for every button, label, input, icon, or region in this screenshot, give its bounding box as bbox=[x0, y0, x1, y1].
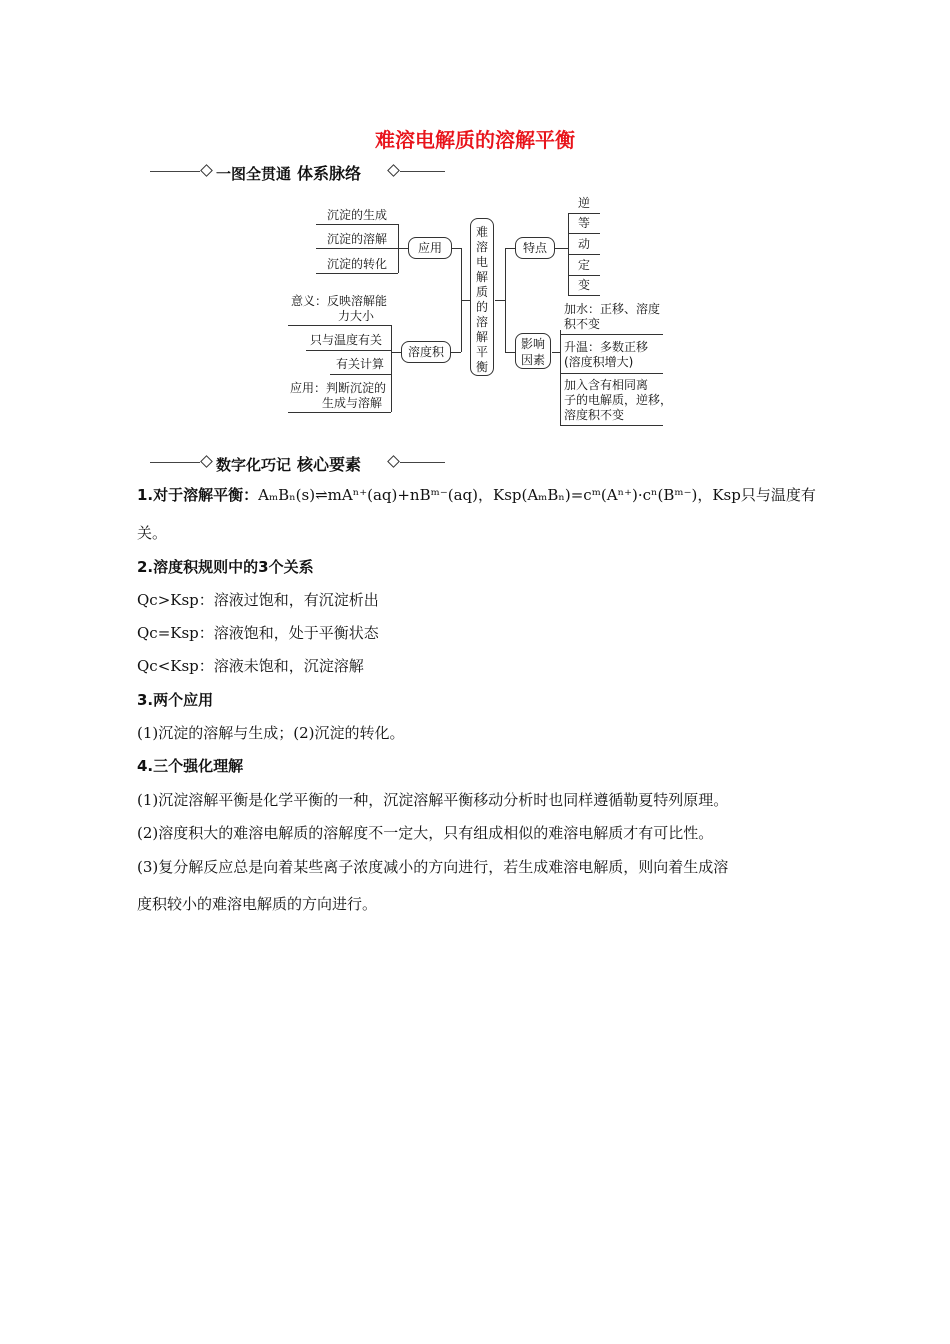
diamond-icon bbox=[200, 455, 213, 468]
line: Qc>Ksp：溶液过饱和，有沉淀析出 bbox=[137, 591, 379, 609]
mindmap-center-node: 难溶电解质的溶解平衡 bbox=[470, 218, 494, 376]
divider bbox=[400, 462, 445, 463]
mindmap-item: 沉淀的转化 bbox=[327, 257, 388, 271]
item-label: 1.对于溶解平衡： bbox=[137, 486, 259, 504]
mindmap-item: 只与温度有关 bbox=[310, 333, 383, 347]
mindmap-item: 变 bbox=[578, 278, 591, 292]
heading-2: 2.溶度积规则中的3个关系 bbox=[137, 558, 314, 576]
mindmap-item: 升温：多数正移 bbox=[564, 340, 649, 354]
mindmap-node-rongduji: 溶度积 bbox=[401, 341, 451, 363]
divider bbox=[400, 171, 445, 172]
mindmap-item: 溶度积不变 bbox=[564, 408, 625, 422]
line: Qc=Ksp：溶液饱和，处于平衡状态 bbox=[137, 624, 379, 642]
mindmap-node-yingyong: 应用 bbox=[408, 237, 452, 259]
mindmap-item: 沉淀的生成 bbox=[327, 208, 388, 222]
mindmap-item: (溶度积增大) bbox=[564, 355, 634, 369]
mindmap-item: 有关计算 bbox=[336, 357, 385, 371]
diamond-icon bbox=[200, 164, 213, 177]
heading-4: 4.三个强化理解 bbox=[137, 757, 244, 775]
mindmap-item: 逆 bbox=[578, 196, 591, 210]
mindmap-item: 积不变 bbox=[564, 317, 601, 331]
mindmap-item: 加入含有相同离 bbox=[564, 378, 649, 392]
line: (3)复分解反应总是向着某些离子浓度减小的方向进行，若生成难溶电解质，则向着生成溶 bbox=[137, 858, 729, 876]
mindmap-item: 定 bbox=[578, 258, 591, 272]
section-label-right: 核心要素 bbox=[297, 455, 362, 474]
section-header-system bbox=[150, 160, 450, 184]
paragraph-1-cont: 关。 bbox=[137, 524, 168, 542]
mindmap-item: 生成与溶解 bbox=[322, 396, 383, 410]
mindmap-item: 子的电解质，逆移， bbox=[564, 393, 673, 407]
section-label-left: 数字化巧记 bbox=[216, 456, 292, 474]
divider bbox=[150, 171, 200, 172]
diamond-icon bbox=[387, 164, 400, 177]
line: (1)沉淀溶解平衡是化学平衡的一种，沉淀溶解平衡移动分析时也同样遵循勒夏特列原理。 bbox=[137, 791, 729, 809]
diamond-icon bbox=[387, 455, 400, 468]
mindmap-item: 应用：判断沉淀的 bbox=[290, 381, 387, 395]
line: Qc<Ksp：溶液未饱和，沉淀溶解 bbox=[137, 657, 364, 675]
line: (2)溶度积大的难溶电解质的溶解度不一定大，只有组成相似的难溶电解质才有可比性。 bbox=[137, 824, 714, 842]
mindmap-item: 力大小 bbox=[338, 309, 375, 323]
mindmap-item: 意义：反映溶解能 bbox=[291, 294, 388, 308]
equation: AₘBₙ(s)⇌mAⁿ⁺(aq)+nBᵐ⁻(aq)，Ksp(AₘBₙ)=cᵐ(Aⁿ⁺)·cⁿ(Bᵐ⁻)，Ksp只与温度有 bbox=[258, 486, 816, 504]
mindmap-item: 沉淀的溶解 bbox=[327, 232, 388, 246]
mindmap-item: 加水：正移、溶度 bbox=[564, 302, 661, 316]
mindmap-item: 等 bbox=[578, 216, 591, 230]
page-title: 难溶电解质的溶解平衡 bbox=[375, 128, 575, 152]
section-label-left: 一图全贯通 bbox=[216, 165, 292, 183]
mindmap-node-yingxiang: 影响因素 bbox=[515, 333, 551, 369]
mindmap-item: 动 bbox=[578, 237, 591, 251]
section-header-core bbox=[150, 451, 450, 475]
mindmap-node-tedian: 特点 bbox=[515, 237, 555, 259]
divider bbox=[150, 462, 200, 463]
paragraph-1 bbox=[137, 484, 816, 506]
line: 度积较小的难溶电解质的方向进行。 bbox=[137, 895, 378, 913]
section-label-right: 体系脉络 bbox=[297, 164, 362, 183]
line: (1)沉淀的溶解与生成；(2)沉淀的转化。 bbox=[137, 724, 405, 742]
heading-3: 3.两个应用 bbox=[137, 691, 214, 709]
